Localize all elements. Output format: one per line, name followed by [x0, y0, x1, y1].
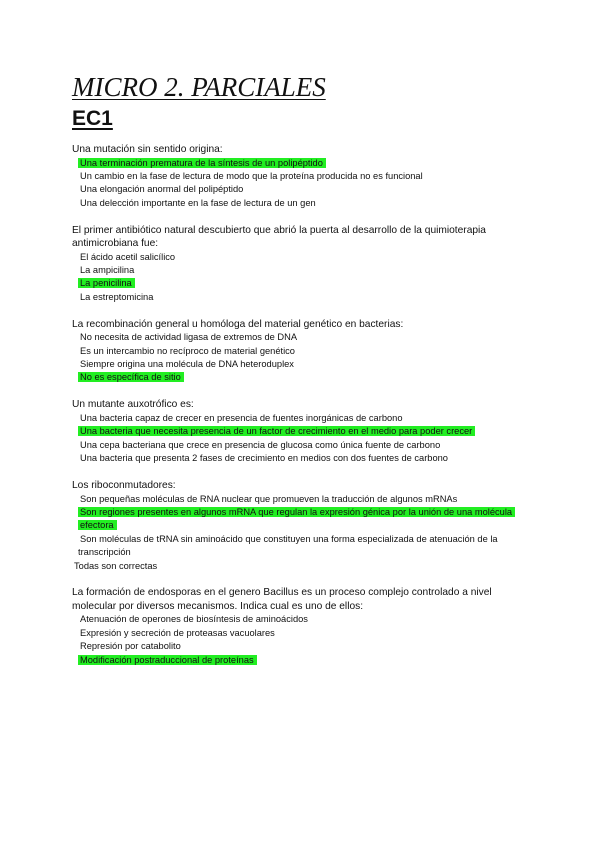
answer-option	[72, 412, 532, 425]
answer-option-text: Una bacteria que necesita presencia de un factor de crecimiento en el medio para poder crecer	[78, 426, 475, 436]
question-block	[72, 398, 532, 465]
answer-option	[72, 439, 532, 452]
answer-option-text: Siempre origina una molécula de DNA heteroduplex	[80, 359, 294, 370]
answer-option	[72, 560, 532, 573]
answer-option-highlighted	[75, 157, 532, 170]
answer-option-text: No es específica de sitio	[78, 372, 184, 382]
answer-option-text: No necesita de actividad ligasa de extremos de DNA	[80, 332, 298, 343]
question-text: Una mutación sin sentido origina:	[72, 144, 223, 155]
question-text: Un mutante auxotrófico es:	[72, 399, 194, 411]
question-block	[72, 143, 532, 210]
section-heading: EC1	[72, 107, 113, 130]
question-block	[72, 224, 532, 305]
question-block	[72, 586, 532, 667]
answer-option	[72, 331, 532, 344]
answer-option	[72, 627, 532, 640]
question-text: Los riboconmutadores:	[72, 480, 176, 491]
answer-option	[72, 183, 532, 196]
answer-option-text: Una terminación prematura de la síntesis de un polipéptido	[78, 158, 326, 168]
answer-option	[72, 452, 532, 465]
answer-option-text: Modificación postraduccional de proteínas	[78, 655, 257, 665]
answer-option	[72, 197, 532, 210]
answer-option-text: Una cepa bacteriana que crece en presencia de glucosa como única fuente de carbono	[80, 439, 441, 450]
question-block	[72, 318, 532, 385]
answer-option-highlighted	[75, 506, 532, 533]
answer-option-highlighted	[75, 371, 532, 384]
answer-option	[72, 533, 532, 560]
answer-option	[72, 251, 532, 264]
question-text: La formación de endosporas en el genero Bacillus es un proceso complejo controlado a nivel molecular por diversos mecanismos. Indica cual es uno de ellos:	[72, 587, 492, 612]
answer-option-highlighted	[75, 425, 532, 438]
answer-option	[72, 640, 532, 653]
answer-option-text: La estreptomicina	[80, 291, 154, 302]
answer-option	[72, 493, 532, 506]
answer-option	[72, 358, 532, 371]
question-text: La recombinación general u homóloga del material genético en bacterias:	[72, 318, 404, 330]
answer-option-text: Atenuación de operones de biosíntesis de aminoácidos	[80, 614, 308, 625]
answer-option-text: Es un intercambio no recíproco de material genético	[80, 345, 295, 356]
answer-option-text: Expresión y secreción de proteasas vacuolares	[80, 627, 275, 638]
answer-option-text: Represión por catabolito	[80, 641, 181, 652]
answer-option-text: El ácido acetil salicílico	[80, 251, 176, 262]
answer-option-text: Una bacteria que presenta 2 fases de crecimiento en medios con dos fuentes de carbono	[80, 453, 448, 464]
answer-option-text: Una delección importante en la fase de lectura de un gen	[80, 197, 316, 208]
document-title: MICRO 2. PARCIALES	[72, 72, 326, 102]
answer-option	[72, 291, 532, 304]
answer-option	[72, 170, 532, 183]
answer-option-text: La ampicilina	[80, 265, 135, 276]
answer-option-text: Una bacteria capaz de crecer en presencia de fuentes inorgánicas de carbono	[80, 412, 403, 423]
answer-option-highlighted	[75, 277, 532, 290]
question-block	[72, 479, 532, 573]
question-list	[72, 143, 532, 681]
answer-option-text: Un cambio en la fase de lectura de modo que la proteína producida no es funcional	[80, 170, 423, 181]
answer-option-text: Una elongación anormal del polipéptido	[80, 184, 244, 195]
answer-option-text: La penicilina	[78, 278, 135, 288]
answer-option	[72, 264, 532, 277]
answer-option-text: Todas son correctas	[74, 560, 158, 571]
question-text: El primer antibiótico natural descubierto que abrió la puerta al desarrollo de la quimioterapia antimicrobiana fue:	[72, 224, 486, 250]
answer-option-text: Son moléculas de tRNA sin aminoácido que constituyen una forma especializada de atenuación de la transcripción	[78, 533, 498, 558]
answer-option-text: Son pequeñas moléculas de RNA nuclear que promueven la traducción de algunos mRNAs	[80, 493, 458, 504]
answer-option-highlighted	[75, 654, 532, 667]
answer-option	[72, 345, 532, 358]
answer-option-text: Son regiones presentes en algunos mRNA que regulan la expresión génica por la unión de una molécula efectora	[78, 507, 515, 530]
answer-option	[72, 613, 532, 626]
